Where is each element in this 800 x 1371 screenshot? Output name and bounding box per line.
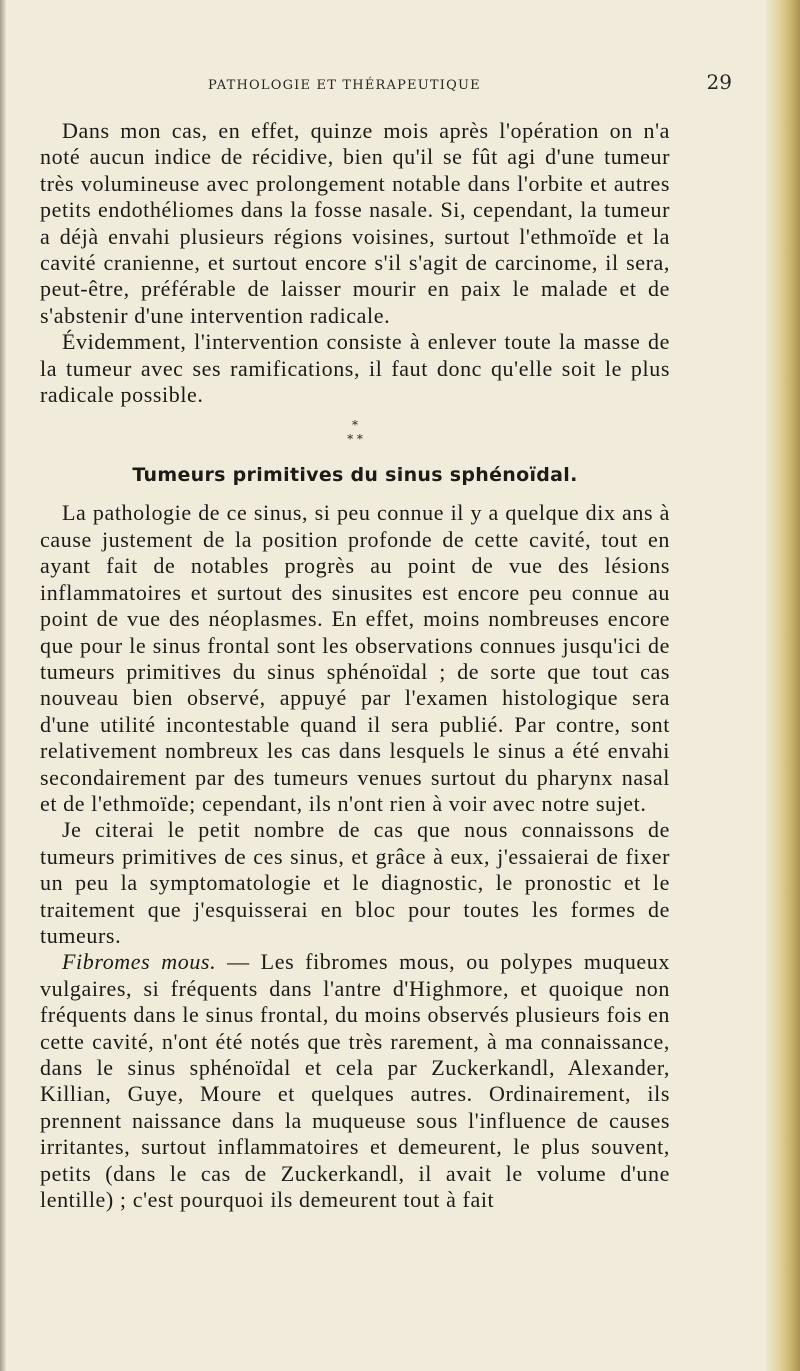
section-text bbox=[40, 500, 670, 1213]
paragraph-2: Évidemment, l'intervention consiste à enlever toute la masse de la tumeur avec ses ramifications, il faut donc qu'elle soit le plus radicale possible. bbox=[40, 329, 670, 408]
paragraph-1: Dans mon cas, en effet, quinze mois après l'opération on n'a noté aucun indice de récidive, bien qu'il se fût agi d'une tumeur très volumineuse avec prolongement notable dans l'orbite et autres petits endothéliomes dans la fosse nasale. Si, cependant, la tumeur a déjà envahi plusieurs régions voisines, surtout l'ethmoïde et la cavité cranienne, et surtout encore s'il s'agit de carcinome, il sera, peut-être, préférable de laisser mourir en paix le malade et de s'abstenir d'une intervention radicale. bbox=[40, 118, 670, 328]
asterism-top: * bbox=[352, 418, 358, 433]
running-title: PATHOLOGIE ET THÉRAPEUTIQUE bbox=[208, 78, 481, 93]
page-edge-right bbox=[766, 0, 800, 1371]
asterism bbox=[40, 418, 670, 446]
asterism-bottom: * * bbox=[347, 432, 363, 447]
paragraph-5 bbox=[40, 949, 670, 1213]
paragraph-3: La pathologie de ce sinus, si peu connue il y a quelque dix ans à cause justement de la position profonde de cette cavité, tout en ayant fait de notables progrès au point de vue des lésions inflammatoires et surtout des sinusites est encore peu connue au point de vue des néoplasmes. En effet, moins nombreuses encore que pour le sinus frontal sont les observations connues jusqu'ici de tumeurs primitives du sinus sphénoïdal ; de sorte que tout cas nouveau bien observé, appuyé par l'examen histologique sera d'une utilité incontestable quand il sera publié. Par contre, sont relativement nombreux les cas dans lesquels le sinus a été envahi secondairement par des tumeurs venues surtout du pharynx nasal et de l'ethmoïde; cependant, ils n'ont rien à voir avec notre sujet. bbox=[40, 500, 670, 816]
page-edge-left bbox=[0, 0, 6, 1371]
paragraph-5-text: — Les fibromes mous, ou polypes muqueux vulgaires, si fréquents dans l'antre d'Highmore, et quoique non fréquents dans le sinus frontal, du moins observés plusieurs fois en cette cavité, n'ont été notés que très rarement, à ma connaissance, dans le sinus sphénoïdal et cela par Zuckerkandl, Alexander, Killian, Guye, Moure et quelques autres. Ordinairement, ils prennent naissance dans la muqueuse sous l'influence de causes irritantes, surtout inflammatoires et demeurent, le plus souvent, petits (dans le cas de Zuckerkandl, il avait le volume d'une lentille) ; c'est pourquoi ils demeurent tout à fait bbox=[40, 949, 670, 1213]
book-page bbox=[40, 70, 764, 1213]
body-text bbox=[40, 118, 670, 408]
page-number: 29 bbox=[706, 70, 732, 94]
run-in-heading: Fibromes mous. bbox=[62, 949, 217, 975]
paragraph-4: Je citerai le petit nombre de cas que nous connaissons de tumeurs primitives de ces sinus, et grâce à eux, j'essaierai de fixer un peu la symptomatologie et le diagnostic, le pronostic et le traitement que j'esquisserai en bloc pour toutes les formes de tumeurs. bbox=[40, 817, 670, 948]
running-head bbox=[40, 70, 764, 106]
section-heading: Tumeurs primitives du sinus sphénoïdal. bbox=[132, 464, 578, 487]
